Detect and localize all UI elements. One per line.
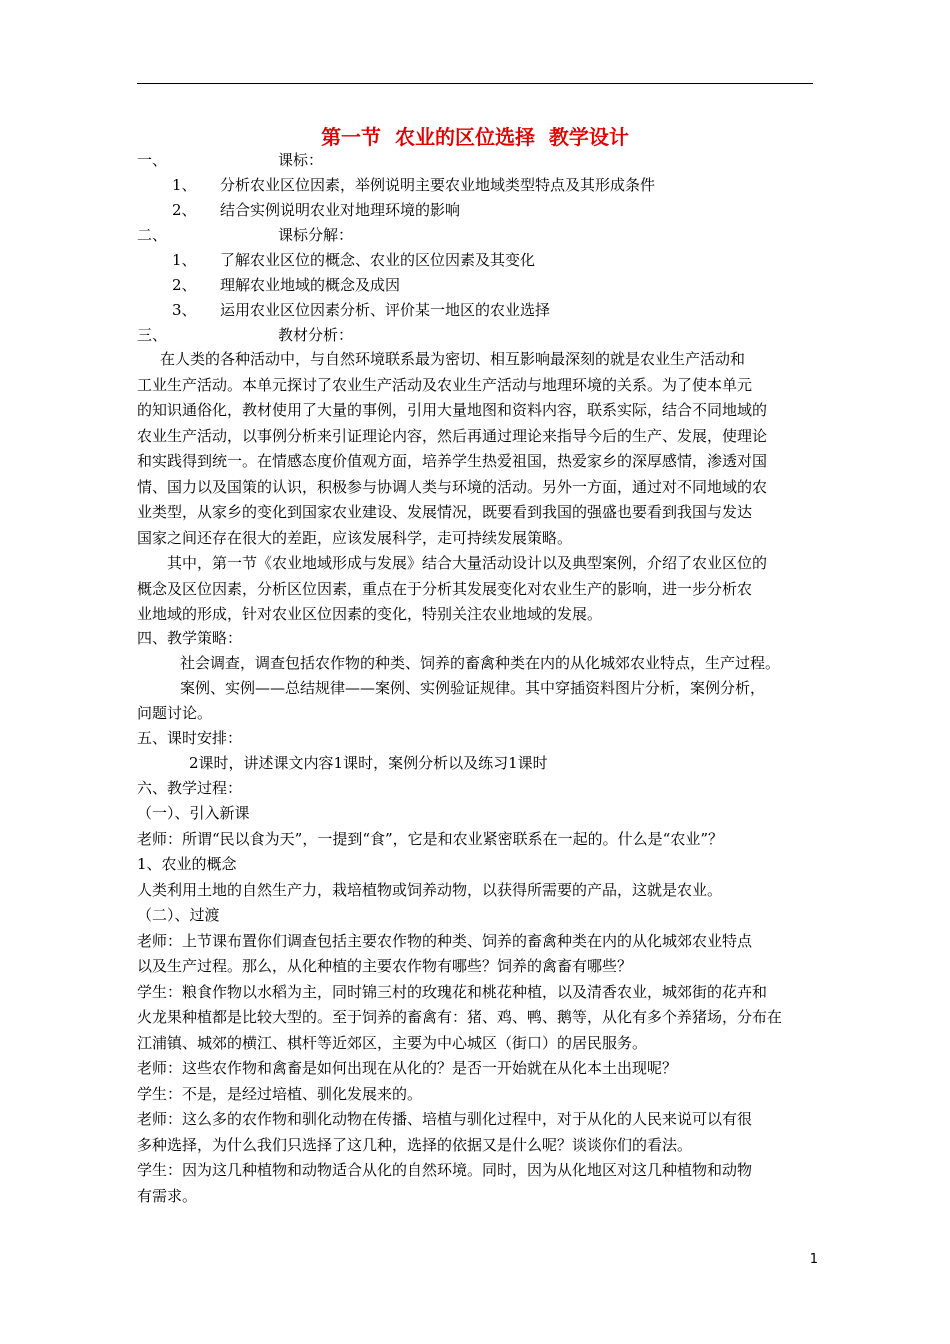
- paragraph-line: 情、国力以及国策的认识，积极参与协调人类与环境的活动。另外一方面，通过对不同地域的农: [137, 477, 768, 496]
- section-1-item-2: 结合实例说明农业对地理环境的影响: [220, 201, 461, 219]
- process-line: 学生：不是，是经过培植、驯化发展来的。: [137, 1084, 423, 1103]
- textbook-analysis-paragraph-2: [137, 551, 767, 628]
- process-line: 老师：这么多的农作物和驯化动物在传播、培植与驯化过程中，对于从化的人民来说可以有很: [137, 1110, 753, 1128]
- paragraph-line: 业地域的形成，针对农业区位因素的变化，特别关注农业地域的发展。: [137, 605, 603, 623]
- process-line: 1、农业的概念: [137, 855, 237, 873]
- paragraph-line: 农业生产活动，以事例分析来引证理论内容，然后再通过理论来指导今后的生产、发展，使理论: [137, 426, 768, 445]
- section-1-item-1: 分析农业区位因素，举例说明主要农业地域类型特点及其形成条件: [220, 176, 656, 194]
- section-2-heading: 课标分解：: [278, 226, 354, 244]
- paragraph-line: 其中，第一节《农业地域形成与发展》结合大量活动设计以及典型案例，介绍了农业区位的: [167, 554, 768, 572]
- section-4-heading: 四、教学策略：: [137, 629, 243, 647]
- page-number: 1: [809, 1252, 818, 1267]
- paragraph-line: 的知识通俗化，教材使用了大量的事例，引用大量地图和资料内容，联系实际，结合不同地域的: [137, 401, 768, 419]
- section-2-item-2-number: 2、: [172, 276, 197, 294]
- paragraph-line: 和实践得到统一。在情感态度价值观方面，培养学生热爱祖国，热爱家乡的深厚感情，渗透对国: [137, 452, 768, 470]
- paragraph-line: 业类型，从家乡的变化到国家农业建设、发展情况，既要看到我国的强盛也要看到我国与发达: [137, 503, 753, 521]
- paragraph-line: 国家之间还存在很大的差距，应该发展科学，走可持续发展策略。: [137, 528, 573, 547]
- section-2-item-1: 了解农业区位的概念、农业的区位因素及其变化: [220, 251, 536, 269]
- process-line: 老师：这些农作物和禽畜是如何出现在从化的？是否一开始就在从化本土出现呢？: [137, 1059, 678, 1077]
- section-2-number: 二、: [137, 226, 168, 244]
- section-1-item-1-number: 1、: [172, 176, 197, 194]
- section-2-item-3: 运用农业区位因素分析、评价某一地区的农业选择: [220, 301, 551, 319]
- process-line: 以及生产过程。那么，从化种植的主要农作物有哪些？饲养的禽畜有哪些？: [137, 957, 633, 975]
- paragraph-line: 工业生产活动。本单元探讨了农业生产活动及农业生产活动与地理环境的关系。为了使本单元: [137, 375, 753, 394]
- section-1-number: 一、: [137, 151, 168, 169]
- section-2-item-3-number: 3、: [172, 301, 197, 319]
- textbook-analysis-paragraph-1: [137, 347, 767, 551]
- document-title: 第一节 农业的区位选择 教学设计: [321, 125, 629, 149]
- process-line: （二）、过渡: [137, 906, 220, 924]
- strategy-line-1: 社会调查，调查包括农作物的种类、饲养的畜禽种类在内的从化城郊农业特点，生产过程。: [180, 654, 781, 672]
- process-line: 老师：所谓“民以食为天”，一提到“食”，它是和农业紧密联系在一起的。什么是“农业”？: [137, 829, 724, 848]
- strategy-line-2: 案例、实例——总结规律——案例、实例验证规律。其中穿插资料图片分析，案例分析，: [180, 679, 766, 697]
- process-line: （一）、引入新课: [137, 804, 250, 822]
- process-line: 多种选择，为什么我们只选择了这几种，选择的依据又是什么呢？谈谈你们的看法。: [137, 1135, 693, 1154]
- process-line: 有需求。: [137, 1186, 198, 1205]
- strategy-line-3: 问题讨论。: [137, 704, 213, 722]
- paragraph-line: 在人类的各种活动中，与自然环境联系最为密切、相互影响最深刻的就是农业生产活动和: [160, 350, 746, 368]
- process-line: 人类利用土地的自然生产力，栽培植物或饲养动物，以获得所需要的产品，这就是农业。: [137, 880, 723, 899]
- paragraph-line: 概念及区位因素，分析区位因素，重点在于分析其发展变化对农业生产的影响，进一步分析农: [137, 579, 753, 598]
- process-line: 学生：因为这几种植物和动物适合从化的自然环境。同时，因为从化地区对这几种植物和动物: [137, 1161, 753, 1179]
- header-rule: [137, 83, 813, 84]
- process-line: 火龙果种植都是比较大型的。至于饲养的畜禽有：猪、鸡、鸭、鹅等，从化有多个养猪场，分布在: [137, 1008, 783, 1026]
- process-line: 江浦镇、城郊的横江、棋杆等近郊区，主要为中心城区（街口）的居民服务。: [137, 1033, 648, 1052]
- section-6-heading: 六、教学过程：: [137, 779, 243, 797]
- section-1-heading: 课标：: [278, 151, 324, 169]
- schedule-line: 2课时，讲述课文内容1课时，案例分析以及练习1课时: [189, 754, 548, 772]
- section-2-item-2: 理解农业地域的概念及成因: [220, 276, 401, 294]
- section-2-item-1-number: 1、: [172, 251, 197, 269]
- section-3-heading: 教材分析：: [278, 326, 354, 344]
- process-line: 老师：上节课布置你们调查包括主要农作物的种类、饲养的畜禽种类在内的从化城郊农业特点: [137, 931, 753, 950]
- teaching-process: [137, 801, 782, 1209]
- section-3-number: 三、: [137, 326, 168, 344]
- process-line: 学生：粮食作物以水稻为主，同时锦三村的玫瑰花和桃花种植，以及清香农业，城郊街的花卉和: [137, 982, 768, 1001]
- section-5-heading: 五、课时安排：: [137, 729, 243, 747]
- section-1-item-2-number: 2、: [172, 201, 197, 219]
